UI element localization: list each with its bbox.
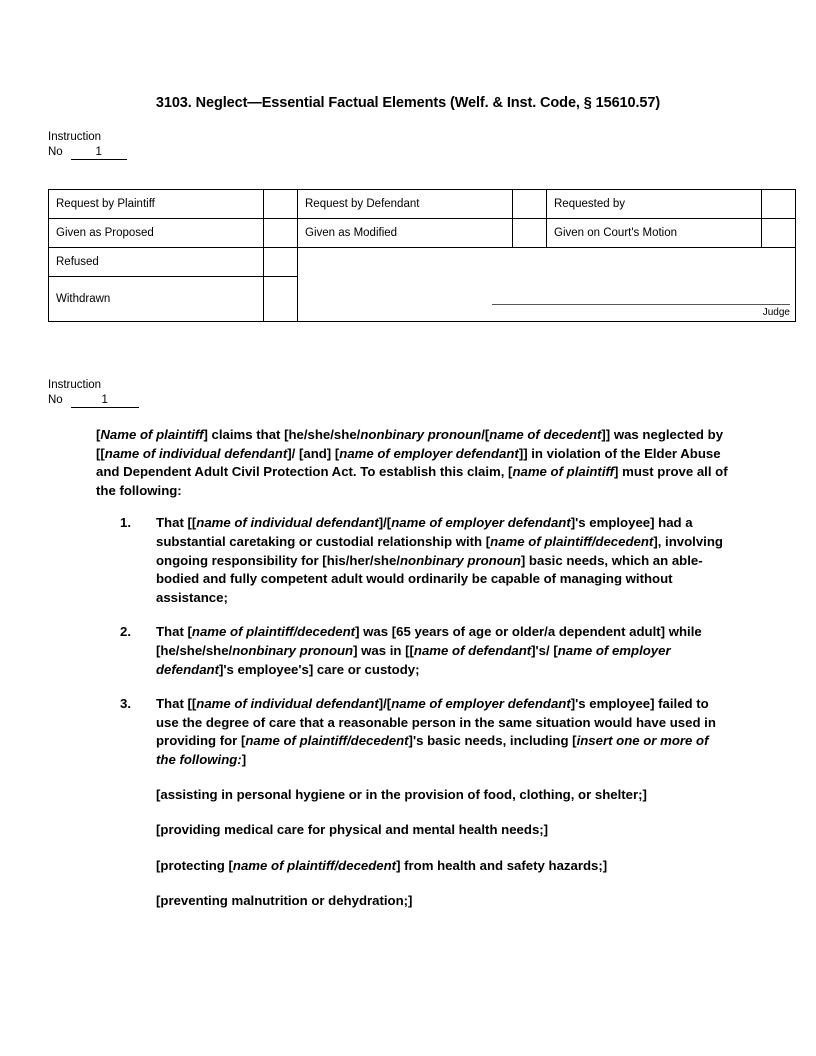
instruction-no-label: No <box>48 393 63 406</box>
cell-given-as-proposed: Given as Proposed <box>49 219 264 248</box>
cell-request-by-plaintiff: Request by Plaintiff <box>49 190 264 219</box>
instruction-label-line1: Instruction <box>48 379 102 391</box>
checkbox-request-by-defendant[interactable] <box>513 190 547 219</box>
page-title: 3103. Neglect—Essential Factual Elements (Welf. & Inst. Code, § 15610.57) <box>155 95 661 111</box>
cell-given-as-modified: Given as Modified <box>298 219 513 248</box>
neglect-examples-list <box>96 786 728 911</box>
judge-signature-area[interactable] <box>492 303 790 319</box>
instruction-no-label: No <box>48 145 63 158</box>
cell-given-on-courts-motion: Given on Court's Motion <box>547 219 762 248</box>
list-item <box>96 623 728 679</box>
list-item: [providing medical care for physical and mental health needs;] <box>156 822 549 838</box>
instruction-number-row <box>48 393 139 408</box>
disposition-table <box>48 189 796 322</box>
list-item-text: That [name of plaintiff/decedent] was [65 years of age or older/a dependent adult] while [he/she/she/nonbinary pronoun] was in [[name of defendant]'s/ [name of employer defendant]'s employee's] care or custody; <box>156 624 702 677</box>
checkbox-request-by-plaintiff[interactable] <box>264 190 298 219</box>
list-item: [protecting [name of plaintiff/decedent] from health and safety hazards;] <box>156 857 608 873</box>
checkbox-requested-by[interactable] <box>762 190 796 219</box>
list-item-number: 1. <box>120 515 131 531</box>
instruction-number-block-bottom <box>48 378 139 408</box>
list-item-text: That [[name of individual defendant]/[name of employer defendant]'s employee] failed to use the degree of care that a reasonable person in the same situation would have used in providing for [name of plaintiff/decedent]'s basic needs, including [insert one or more of the following:] <box>156 696 716 767</box>
instruction-number-row <box>48 145 127 160</box>
list-item <box>96 695 728 769</box>
cell-requested-by: Requested by <box>547 190 762 219</box>
list-item-number: 2. <box>120 624 131 640</box>
cell-request-by-defendant: Request by Defendant <box>298 190 513 219</box>
table-row <box>49 248 796 277</box>
instruction-number-block-top <box>48 130 127 160</box>
checkbox-refused[interactable] <box>264 248 298 277</box>
judge-signature-cell <box>298 248 796 322</box>
list-item <box>96 514 728 607</box>
checkbox-withdrawn[interactable] <box>264 277 298 322</box>
elements-list <box>96 514 728 769</box>
instruction-no-value[interactable]: 1 <box>71 146 127 160</box>
checkbox-given-as-proposed[interactable] <box>264 219 298 248</box>
checkbox-given-as-modified[interactable] <box>513 219 547 248</box>
instruction-no-value[interactable]: 1 <box>71 394 139 408</box>
table-row <box>49 219 796 248</box>
disposition-table-body <box>49 190 796 322</box>
lead-paragraph: [Name of plaintiff] claims that [he/she/she/nonbinary pronoun/[name of decedent]] was neglected by [[name of individual defendant]/ [and] [name of employer defendant]] in violation of the Elder Abuse and Dependent Adult Civil Protection Act. To establish this claim, [name of plaintiff] must prove all of the following: <box>96 427 728 498</box>
instruction-label-line1: Instruction <box>48 131 102 143</box>
cell-withdrawn: Withdrawn <box>49 277 264 322</box>
list-item-number: 3. <box>120 696 131 712</box>
instruction-body <box>96 426 728 928</box>
signature-label: Judge <box>762 307 790 318</box>
list-item-text: That [[name of individual defendant]/[name of employer defendant]'s employee] had a substantial caretaking or custodial relationship with [name of plaintiff/decedent], involving ongoing responsibility for [his/her/she/nonbinary pronoun] basic needs, which an able-bodied and fully competent adult would ordinarily be capable of managing without assistance; <box>156 515 723 605</box>
list-item: [preventing malnutrition or dehydration;] <box>156 893 413 909</box>
checkbox-given-on-courts-motion[interactable] <box>762 219 796 248</box>
list-item: [assisting in personal hygiene or in the provision of food, clothing, or shelter;] <box>156 786 647 802</box>
table-row <box>49 190 796 219</box>
cell-refused: Refused <box>49 248 264 277</box>
